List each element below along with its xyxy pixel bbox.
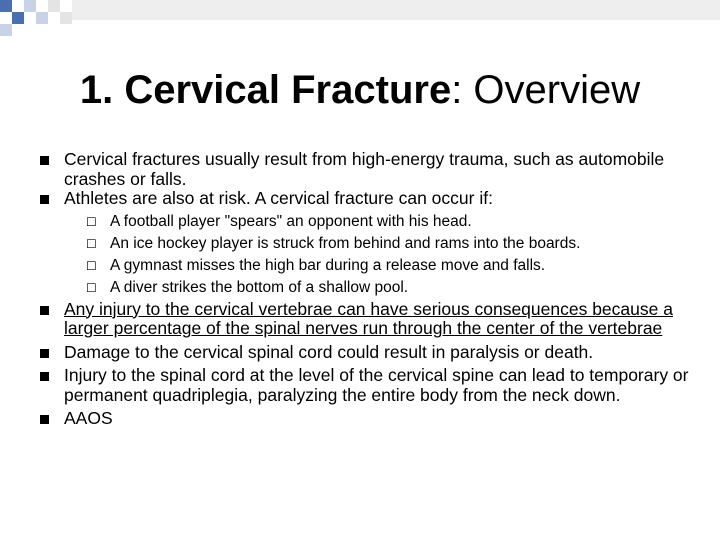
bullet-text: Injury to the spinal cord at the level of the cervical spine can lead to temporary or permanent quadriplegia, paralyzing the entire body from the neck down.: [64, 365, 689, 405]
sub-bullet-list: [40, 211, 700, 299]
bullet-item: [40, 409, 700, 429]
bullet-text: Athletes are also at risk. A cervical fracture can occur if:: [64, 188, 493, 208]
page-title: [0, 66, 720, 114]
decorative-checker-band: [0, 0, 720, 40]
bullet-list: [40, 150, 700, 429]
bullet-item: [40, 300, 700, 339]
title-rest: : Overview: [451, 68, 641, 112]
bullet-text: AAOS: [64, 408, 113, 428]
title-bold: 1. Cervical Fracture: [79, 68, 452, 112]
bullet-item: [40, 150, 700, 189]
bullet-item: [40, 189, 700, 209]
checkbox-bullet-icon: ☐: [86, 214, 97, 229]
sub-bullet-text: A diver strikes the bottom of a shallow pool.: [110, 278, 409, 296]
bullet-text: Damage to the cervical spinal cord could result in paralysis or death.: [64, 341, 594, 362]
sub-bullet-item: [40, 233, 700, 255]
sub-bullet-text: A football player "spears" an opponent with his head.: [110, 212, 472, 230]
sub-bullet-item: [40, 211, 700, 233]
checkbox-bullet-icon: ☐: [86, 280, 97, 295]
square-bullet-icon: [40, 156, 49, 165]
bullet-item: [40, 343, 700, 363]
bullet-item: [40, 366, 700, 405]
square-bullet-icon: [40, 349, 49, 358]
square-bullet-icon: [40, 415, 49, 424]
sub-bullet-text: A gymnast misses the high bar during a release move and falls.: [110, 256, 546, 274]
square-bullet-icon: [40, 195, 49, 204]
sub-bullet-item: [40, 255, 700, 277]
bullet-text-underlined: Any injury to the cervical vertebrae can have serious consequences because a larger percentage of the spinal nerves run through the center of the vertebrae: [64, 298, 673, 338]
sub-bullet-item: [40, 277, 700, 299]
square-bullet-icon: [40, 372, 49, 381]
checkbox-bullet-icon: ☐: [86, 236, 97, 251]
sub-bullet-text: An ice hockey player is struck from behind and rams into the boards.: [110, 234, 581, 252]
bullet-text: Cervical fractures usually result from high-energy trauma, such as automobile crashes or falls.: [64, 149, 665, 189]
square-bullet-icon: [40, 306, 49, 315]
checkbox-bullet-icon: ☐: [86, 258, 97, 273]
